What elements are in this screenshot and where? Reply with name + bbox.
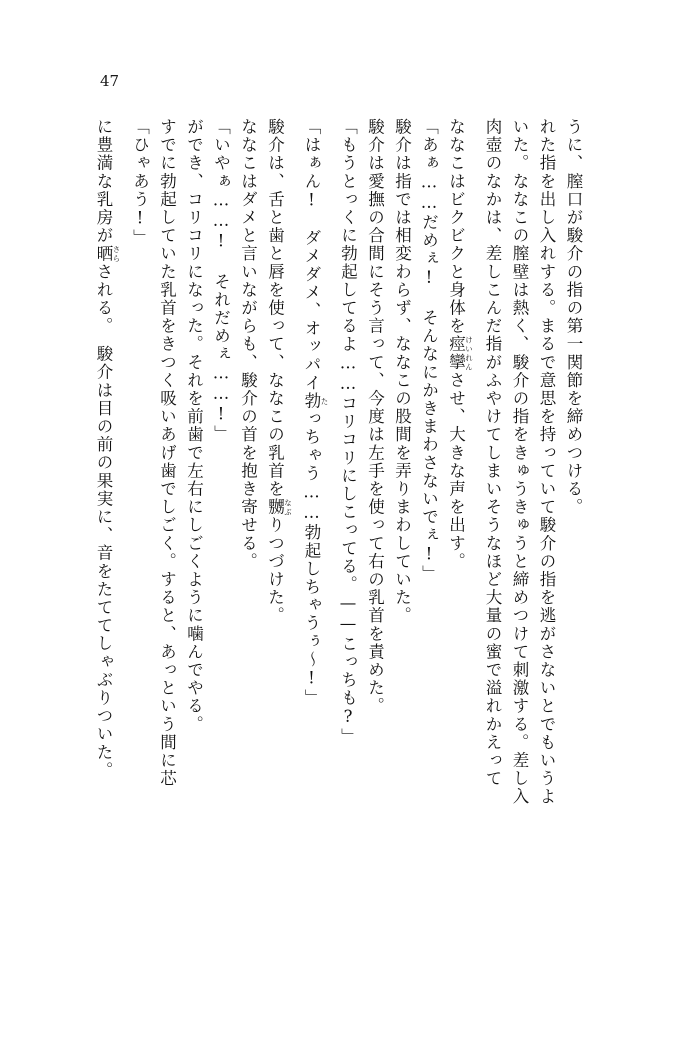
- text-line: に豊満な乳房が晒 さらされる。 駿介は目の前の果実に、音をたててしゃぶりついた。: [94, 118, 121, 780]
- text-line: 肉壺のなかは、差しこんだ指がふやけてしまいそうなほど大量の蜜で溢れかえって: [483, 118, 502, 788]
- text-line: ななこはビクビクと身体を痙攣 けいれんさせ、大きな声を出す。: [446, 118, 474, 571]
- text-line: ななこはダメと言いながらも、駿介の首を抱き寄せる。: [238, 118, 258, 571]
- text-line: 「はぁん! ダメダメ、オッパイ勃 たっちゃう……勃起しちゃうぅ〜!」: [302, 118, 329, 708]
- text-line: 「いやぁ……! それだめぇ……!」: [211, 118, 231, 444]
- text-line: 駿介は愛撫の合間にそう言って、今度は左手を使って右の乳首を責めた。: [365, 118, 385, 716]
- text-line: 「もうとっくに勃起してるよ……コリコリにしこってる。——こっちも?」: [338, 118, 358, 746]
- text-line: ができ、コリコリになった。それを前歯で左右にしごくように噛んでやる。: [184, 118, 204, 734]
- vertical-text-block: [84, 118, 604, 988]
- text-line: すでに勃起していた乳首をきつく吸いあげ歯でしごく。すると、あっという間に芯: [157, 118, 177, 788]
- text-line: 「ひゃあう!」: [130, 118, 150, 248]
- page-number: 47: [100, 72, 120, 90]
- text-line: 「あぁ……だめぇ! そんなにかきまわさないでぇ!」: [419, 118, 439, 583]
- text-line: 駿介は、舌と歯と唇を使って、ななこの乳首を嬲 なぶりつづけた。: [265, 118, 293, 625]
- text-line: 駿介は指では相変わらず、ななこの股間を弄りまわしていた。: [392, 118, 412, 625]
- text-line: うに、膣口が駿介の指の第一関節を締めつける。: [564, 118, 583, 517]
- text-line: れた指を出し入れする。まるで意思を持っていて駿介の指を逃がさないとでもいうよ: [537, 118, 556, 806]
- text-line: いた。ななこの膣壁は熱く、駿介の指をきゅうきゅうと締めつけて刺激する。差し入: [510, 118, 529, 806]
